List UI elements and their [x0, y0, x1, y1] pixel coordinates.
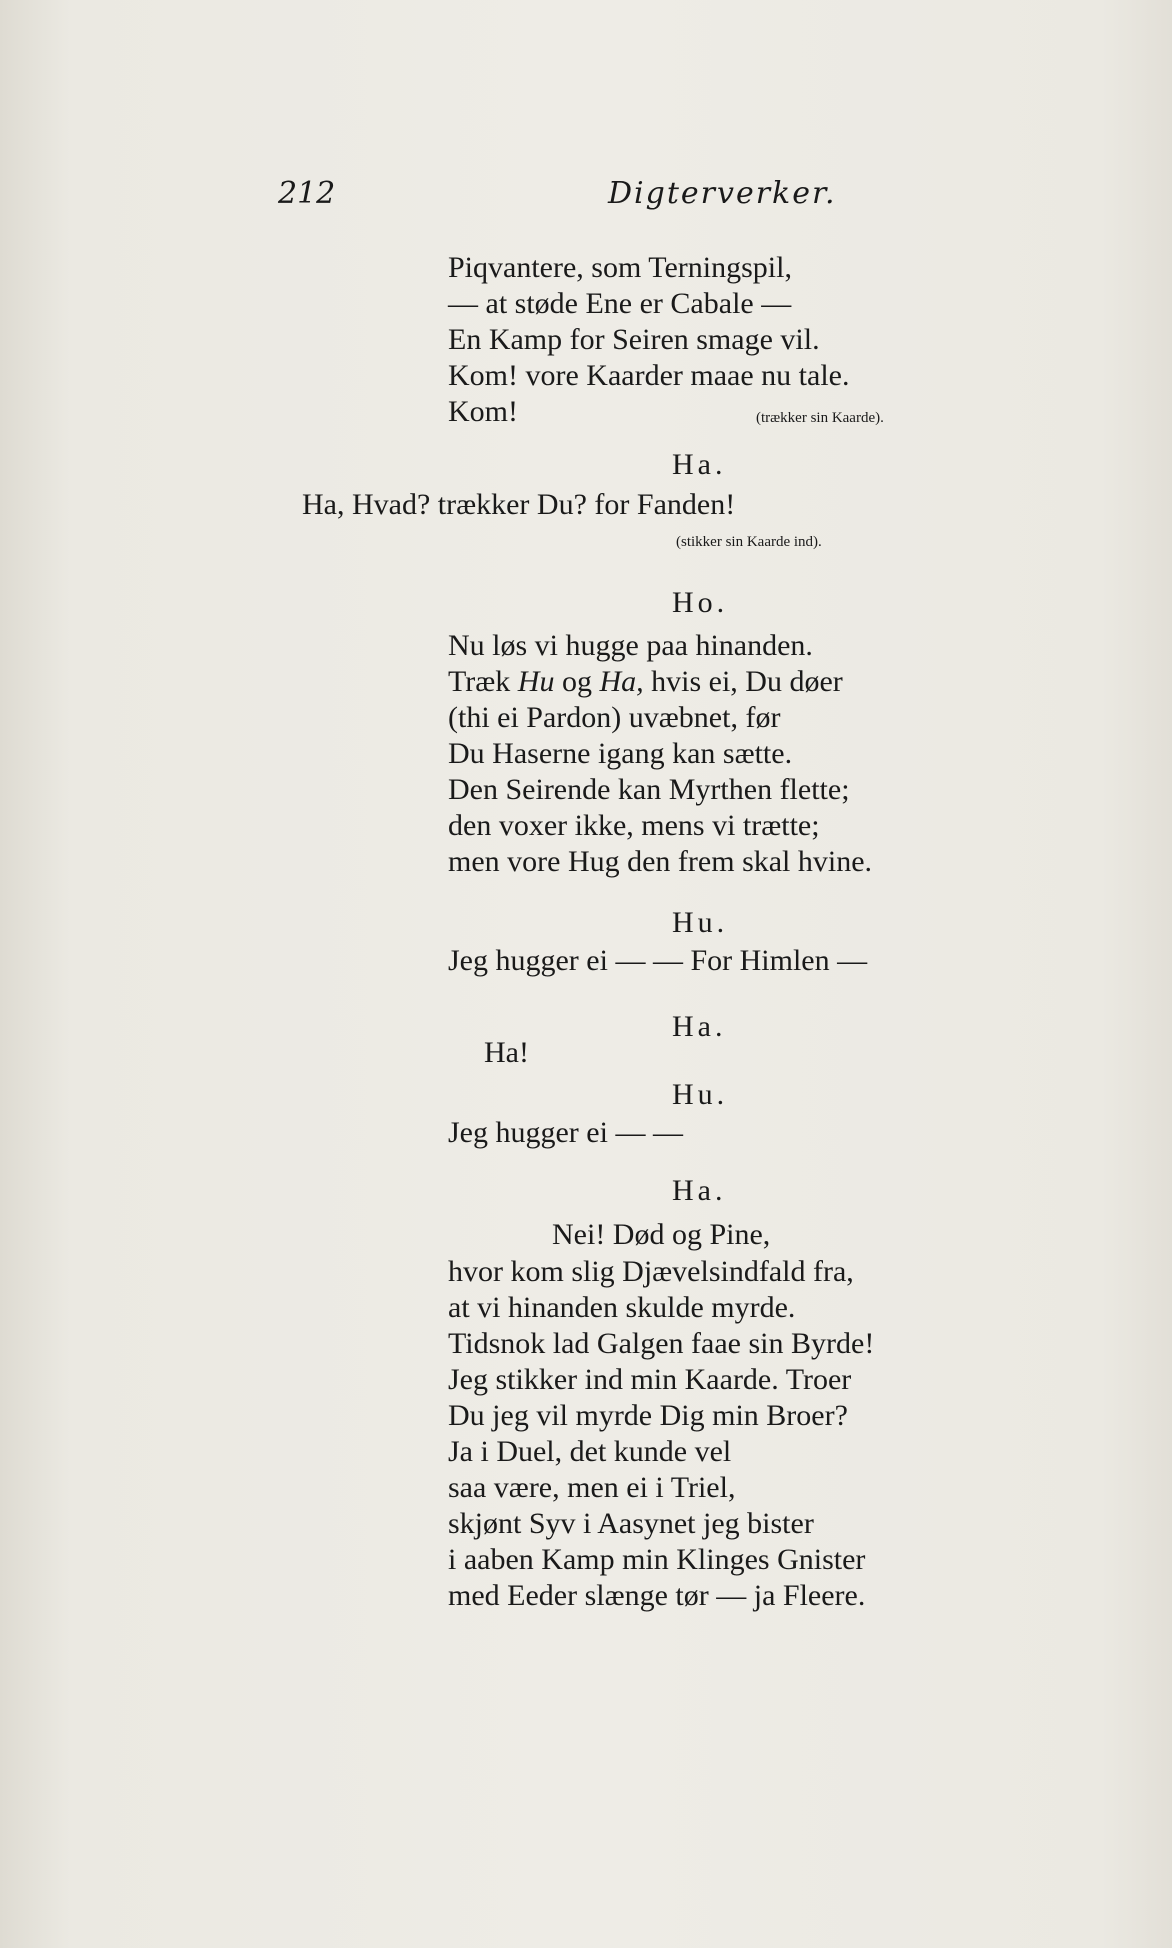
stage-direction: (trækker sin Kaarde). [756, 410, 884, 426]
verse-line: i aaben Kamp min Klinges Gnister [448, 1543, 866, 1576]
speaker-label: Hu. [672, 1078, 729, 1111]
verse-line: Jeg hugger ei — — [448, 1116, 683, 1149]
verse-text: hvis ei, Du døer [643, 665, 843, 698]
verse-text: Træk [448, 665, 518, 698]
page-number: 212 [278, 176, 336, 211]
verse-text-italic: Ha, [599, 665, 644, 698]
verse-line: Jeg hugger ei — — For Himlen — [448, 944, 868, 977]
verse-line: med Eeder slænge tør — ja Fleere. [448, 1579, 866, 1612]
verse-line: Kom! vore Kaarder maae nu tale. [448, 359, 850, 392]
verse-block-ho [448, 628, 1008, 880]
verse-line [448, 664, 1008, 700]
verse-line: men vore Hug den frem skal hvine. [448, 845, 873, 878]
verse-line: — at støde Ene er Cabale — [448, 287, 792, 320]
verse-line: skjønt Syv i Aasynet jeg bister [448, 1507, 814, 1540]
verse-block-ha [448, 1254, 1008, 1614]
verse-line: saa være, men ei i Triel, [448, 1471, 736, 1504]
verse-line: En Kamp for Seiren smage vil. [448, 323, 820, 356]
speaker-label: Ha. [672, 1010, 727, 1043]
verse-line: (thi ei Pardon) uvæbnet, før [448, 701, 781, 734]
verse-line: at vi hinanden skulde myrde. [448, 1291, 796, 1324]
speaker-label: Hu. [672, 906, 729, 939]
verse-line: Tidsnok lad Galgen faae sin Byrde! [448, 1327, 875, 1360]
verse-line: Jeg stikker ind min Kaarde. Troer [448, 1363, 852, 1396]
speaker-label: Ha. [672, 448, 727, 481]
verse-text: og [554, 665, 600, 698]
verse-line: Kom! [448, 395, 518, 428]
verse-line: Nei! Død og Pine, [552, 1218, 771, 1251]
speaker-label: Ho. [672, 586, 729, 619]
verse-line: hvor kom slig Djævelsindfald fra, [448, 1255, 854, 1288]
stage-direction: (stikker sin Kaarde ind). [676, 534, 822, 550]
running-title: Digterverker. [608, 176, 837, 211]
verse-line: Ja i Duel, det kunde vel [448, 1435, 732, 1468]
verse-line: Piqvantere, som Terningspil, [448, 251, 792, 284]
verse-line: Ha, Hvad? trækker Du? for Fanden! [302, 488, 736, 521]
verse-line: Ha! [484, 1036, 529, 1069]
speaker-label: Ha. [672, 1174, 727, 1207]
verse-line: Nu løs vi hugge paa hinanden. [448, 629, 813, 662]
verse-line: Du jeg vil myrde Dig min Broer? [448, 1399, 848, 1432]
running-head [0, 176, 1172, 216]
verse-line: den voxer ikke, mens vi trætte; [448, 809, 820, 842]
verse-text-italic: Hu [517, 665, 555, 698]
verse-block-1 [448, 250, 1008, 430]
verse-line: Du Haserne igang kan sætte. [448, 737, 793, 770]
verse-line: Den Seirende kan Myrthen flette; [448, 773, 850, 806]
